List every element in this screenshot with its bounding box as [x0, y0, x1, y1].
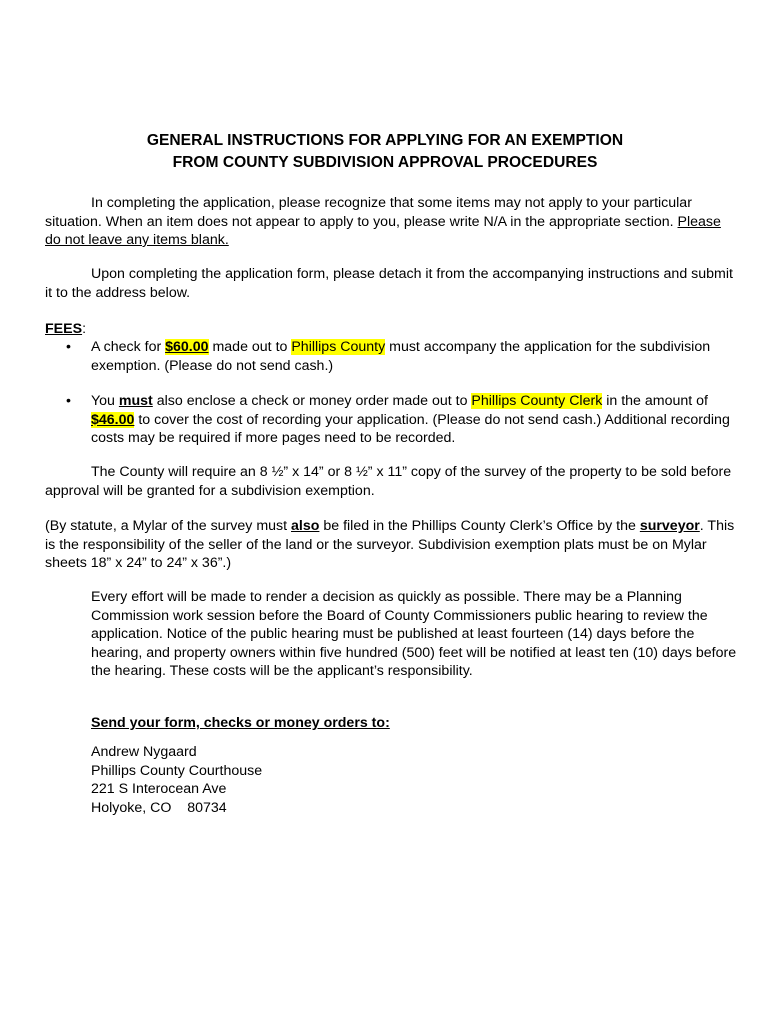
payee-phillips-county-clerk: Phillips County Clerk [471, 393, 603, 409]
fees-item-text: A check for [91, 339, 166, 355]
address-name: Andrew Nygaard [91, 744, 197, 760]
submit-paragraph: Upon completing the application form, please detach it from the accompanying instructions and submit it to the address below. [45, 266, 733, 301]
fees-list [45, 338, 735, 375]
mylar-text: . This is the responsibility of the seller of the land or the surveyor. Subdivision exemption plats must be on Mylar sheets 18” x 24” to 24” x 36”.) [45, 518, 735, 571]
surveyor-emphasis: surveyor [639, 518, 700, 534]
fees-list-2 [45, 392, 735, 448]
address-city: Holyoke, CO 80734 [91, 799, 227, 816]
fees-item-text: You [91, 393, 119, 409]
mailing-address [91, 743, 747, 817]
mylar-text: be filed in the Phillips County Clerk’s Office by the [319, 518, 640, 534]
fees-heading-colon: : [82, 321, 87, 337]
fee-amount-46: $46.00 [91, 411, 135, 428]
also-emphasis: also [291, 518, 320, 534]
fees-heading-label: FEES [45, 321, 83, 337]
send-heading-label: Send your form, checks or money orders to: [91, 715, 390, 731]
title-line-1: GENERAL INSTRUCTIONS FOR APPLYING FOR AN EXEMPTION [146, 132, 624, 149]
mylar-paragraph [45, 517, 735, 573]
fees-item-text: made out to [208, 339, 292, 355]
fees-item-text: must accompany the application for the subdivision exemption. (Please do not send cash.) [91, 339, 711, 374]
address-street: 221 S Interocean Ave [91, 781, 227, 797]
hearing-paragraph: Every effort will be made to render a decision as quickly as possible. There may be a Planning Commission work session before the Board of County Commissioners public hearing to review the application. Notice of the public hearing must be published at least fourteen (14) days before the hearing, and property owners within five hundred (500) feet will be notified at least ten (10) days before the hearing. These costs will be the applicant’s responsibility. [91, 589, 737, 679]
fees-item-recording [45, 392, 735, 448]
must-emphasis: must [118, 393, 153, 409]
bullet-icon: • [66, 393, 71, 409]
intro-paragraph [45, 194, 735, 250]
fees-item-check [45, 338, 735, 375]
fees-item-text: in the amount of [602, 393, 708, 409]
payee-phillips-county: Phillips County [291, 339, 386, 355]
bullet-icon: • [66, 339, 71, 355]
survey-paragraph: The County will require an 8 ½” x 14” or 8 ½” x 11” copy of the survey of the property to be sold before approval will be granted for a subdivision exemption. [45, 464, 732, 499]
page-title [0, 130, 770, 174]
fees-item-text: to cover the cost of recording your application. (Please do not send cash.) Additional recording costs may be required if more pages need to be recorded. [91, 411, 730, 446]
address-building: Phillips County Courthouse [91, 762, 263, 779]
intro-underlined-note: Please do not leave any items blank. [45, 213, 721, 248]
fees-item-text: also enclose a check or money order made out to [152, 393, 472, 409]
mylar-text: (By statute, a Mylar of the survey must [45, 518, 292, 534]
send-heading [91, 714, 747, 733]
fee-amount-60: $60.00 [165, 339, 209, 355]
title-line-2: FROM COUNTY SUBDIVISION APPROVAL PROCEDURES [172, 154, 598, 171]
intro-text: In completing the application, please recognize that some items may not apply to your particular situation. When an item does not appear to apply to you, please write N/A in the appropriate section. [45, 195, 692, 230]
fees-heading [45, 320, 86, 339]
